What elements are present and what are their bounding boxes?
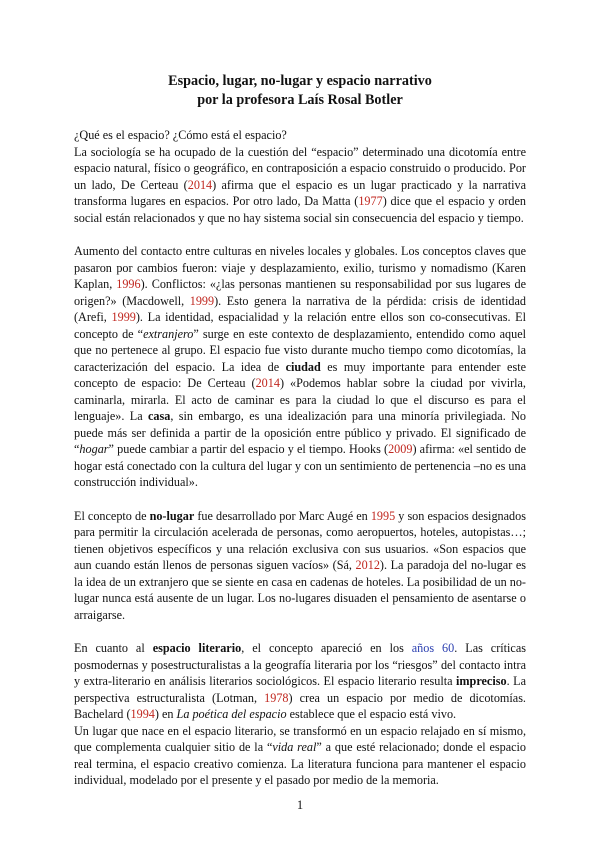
text-run: Aumento del contacto entre culturas en niveles locales y globales. Los conceptos claves que pasaron por cambios fueron: viaje y desplazamiento, exilio, turismo y nomadismo (Karen Kaplan, — [74, 244, 526, 291]
paragraph-espacio-literario — [74, 640, 526, 723]
italic-term: hogar — [79, 442, 109, 456]
text-run: es muy importante para entender este concepto de espacio: De Certeau ( — [74, 359, 526, 390]
title-line-1: Espacio, lugar, no-lugar y espacio narrativo — [168, 73, 432, 89]
bold-term: no-lugar — [149, 508, 195, 523]
title-line-2: por la profesora Laís Rosal Botler — [197, 92, 403, 108]
paragraph-lugar-literario — [74, 723, 526, 789]
page-number: 1 — [296, 798, 304, 812]
text-run: ) crea un espacio por medio de dicotomías. Bachelard ( — [74, 690, 526, 721]
text-run: fue desarrollado por Marc Augé en — [194, 508, 371, 523]
text-run: ) «Podemos hablar sobre la ciudad por vivirla, caminarla, mirarla. El acto de caminar es para la ciudad lo que el discurso es para el lenguaje». La — [74, 376, 526, 423]
text-run: ). La paradoja del no-lugar es la idea de un extranjero que se siente en casa en cadenas de hoteles. La posibilidad de un no-lugar nunca está ausente de un lugar. Los no-lugares disuaden el pensamiento de asentarse o arraigarse. — [74, 558, 526, 622]
text-run: En cuanto al — [74, 641, 153, 655]
citation-link[interactable]: 2014 — [255, 376, 280, 390]
bold-term: ciudad — [285, 359, 321, 374]
citation-link[interactable]: 1999 — [189, 293, 215, 308]
citation-link[interactable]: 2009 — [388, 442, 413, 456]
citation-link[interactable]: 1999 — [111, 310, 136, 324]
paragraph-no-lugar — [74, 508, 526, 624]
citation-link[interactable]: 1996 — [116, 277, 141, 291]
intro-question: ¿Qué es el espacio? ¿Cómo está el espacio? — [74, 128, 287, 142]
text-run: El concepto de — [74, 508, 150, 523]
bold-term: espacio literario — [152, 641, 242, 655]
bold-term: casa — [148, 409, 171, 423]
text-run: ) dice que el espacio y orden social están relacionados y que no hay sistema social sin consecuencia del espacio y tiempo. — [74, 194, 526, 225]
paragraph-sociology — [74, 144, 526, 227]
citation-link[interactable]: 2012 — [355, 558, 380, 572]
decade-link[interactable]: años 60 — [411, 641, 455, 655]
citation-link[interactable]: 1977 — [358, 194, 383, 208]
text-run: ” surge en este contexto de desplazamiento, entendido como aquel que no pertenece al grupo. El espacio fue visto durante mucho tiempo como dicotomías, la caracterización del espacio. La idea de — [74, 326, 526, 374]
citation-link[interactable]: 2014 — [187, 177, 213, 192]
paragraph-contact-cultures — [74, 243, 526, 491]
document-title — [74, 72, 526, 110]
text-run: establece que el espacio está vivo. — [286, 707, 457, 721]
text-run: ). Conflictos: «¿las personas mantienen su responsabilidad por sus lugares de origen?» (Macdowell, — [74, 277, 526, 308]
bold-term: impreciso — [456, 674, 507, 688]
paragraph-gap — [74, 491, 526, 508]
text-run: ” puede cambiar a partir del espacio y el tiempo. Hooks ( — [108, 442, 389, 456]
citation-link[interactable]: 1995 — [370, 508, 396, 523]
citation-link[interactable]: 1978 — [264, 690, 289, 705]
text-run: . La perspectiva estructuralista (Lotman, — [74, 674, 526, 705]
text-run: ) afirma: «el sentido de hogar está conectado con la cultura del lugar y con un sentimiento de pertenencia –no es una construcción individual». — [74, 442, 526, 489]
italic-term: extranjero — [143, 326, 194, 341]
italic-term: vida real — [272, 740, 317, 754]
text-run: Un lugar que nace en el espacio literario, se transformó en un espacio relajado en sí mismo, que complementa cualquier sitio de la “ — [74, 723, 526, 754]
text-run: ) afirma que el espacio es un lugar practicado y la narrativa transforma lugares en espacios. Por otro lado, Da Matta ( — [74, 177, 526, 208]
text-run: ” a que esté relacionado; donde el espacio real termina, el espacio creativo comienza. La literatura funciona para mantener el espacio individual, modelado por el presente y el pasado por medio de la memoria. — [74, 740, 526, 787]
italic-term: La poética del espacio — [176, 707, 287, 721]
text-run: ). La identidad, espacialidad y la relación entre ellos son co-consecutivas. El concepto de “ — [74, 310, 526, 341]
citation-link[interactable]: 1994 — [130, 707, 155, 721]
text-run: ) en — [154, 707, 177, 721]
text-run: ). Esto genera la narrativa de la pérdida: crisis de identidad (Arefi, — [74, 293, 526, 324]
text-run: y son espacios designados para permitir la circulación acelerada de personas, como aeropuertos, hoteles, autopistas…; tienen objetivos específicos y una relación exclusiva con sus usuarios. «Son espacios que aun cuando están llenos de personas siguen vacíos» (Sá, — [74, 508, 526, 572]
paragraph-gap — [74, 226, 526, 243]
text-run: La sociología se ha ocupado de la cuestión del “espacio” determinado una dicotomía entre espacio natural, físico o geográfico, en contraposición a espacio construido o producido. Por un lado, De Certeau ( — [74, 144, 526, 192]
text-run: , el concepto apareció en los — [241, 641, 412, 655]
text-run: , sin embargo, es una idealización para una minoría privilegiada. No puede más ser definida a partir de la oposición entre público y privado. El significado de “ — [74, 409, 526, 456]
text-run: . Las críticas posmodernas y posestructuralistas a la geografía literaria por los “riesgos” del contacto intra y extra-literario en análisis literarios sociológicos. El espacio literario resulta — [74, 641, 526, 688]
paragraph-gap — [74, 623, 526, 640]
